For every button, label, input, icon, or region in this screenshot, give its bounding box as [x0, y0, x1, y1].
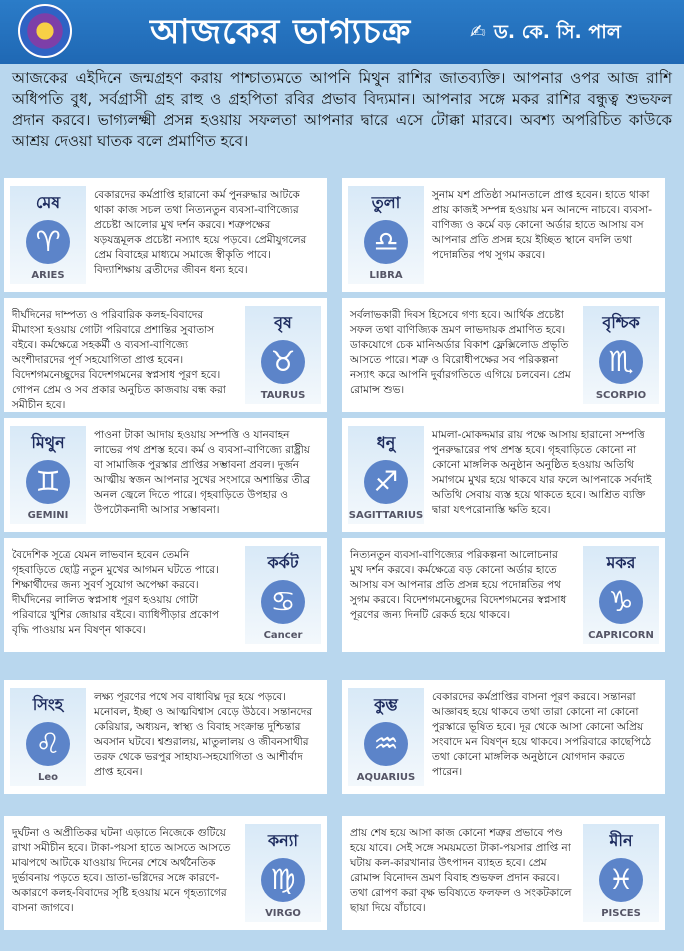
horoscope-card-gemini — [4, 418, 327, 532]
quill-pen-icon: ✍ — [470, 21, 486, 43]
aquarius-icon: ♒ — [364, 722, 408, 766]
cancer-sign-panel — [245, 546, 321, 644]
sign-name: বৃশ্চিক — [602, 313, 640, 332]
sign-name: মেষ — [35, 193, 61, 212]
taurus-sign-panel — [245, 306, 321, 404]
horoscope-text: বেকারদের কর্মপ্রাপ্তি হারানো কর্ম পুনরুদ্ধার আটকে থাকা কাজ সচল তথা নিত্যনতুন ব্যবসা-বাণিজ্যের প্রচেষ্টা আলোর মুখ দর্শন করবে। শত্রুপক্ষের ষড়যন্ত্রমূলক প্রচেষ্টা নস্যাৎ হয়ে পড়বে। প্রেমীযুগলের প্রেম বিবাহের মাধ্যমে সমাজে স্বীকৃতি পাবে। বিদ্যাশিক্ষায় ব্রতীদের জীবন ধন্য হবে। — [94, 189, 307, 276]
sign-latin-name: TAURUS — [260, 390, 306, 401]
sign-latin-name: CAPRICORN — [588, 630, 654, 641]
horoscope-text: পাওনা টাকা আদায় হওয়ায় সম্পত্তি ও যানবাহন লাভের পথ প্রশস্ত হবে। কর্ম ও ব্যবসা-বাণিজ্যে রাষ্ট্রীয় বা সামাজিক পুরস্কার প্রাপ্তির সম্ভাবনা প্রবল। দুর্জন আত্মীয় স্বজন আপনার সুখের সংসারে অশান্তির তীব্র অনল জ্বেলে দিতে পারে। গৃহবাড়িতে উপহার ও উপঢৌকনাদী আসার সম্ভাবনা। — [94, 429, 311, 516]
horoscope-card-scorpio — [342, 298, 665, 412]
cancer-icon: ♋ — [261, 580, 305, 624]
page-title: আজকের ভাগ্যচক্র — [150, 12, 412, 52]
sign-latin-name: Leo — [37, 772, 59, 783]
leo-sign-panel — [10, 688, 86, 786]
horoscope-text: দীর্ঘদিনের দাম্পত্য ও পরিবারিক কলহ-বিবাদের মীমাংসা হওয়ায় গোটা পরিবারে প্রশান্তির সুবাতাস বইবে। কর্মক্ষেত্রে সহকর্মী ও ব্যবসা-বাণিজ্যে অংশীদারদের পূর্ণ সহযোগিতা প্রাপ্ত হবেন। বিদেশগমনেচ্ছুদের বিদেশগমনের স্বপ্নসাধ পূরণ হবে। গোপন প্রেম ও সব প্রকার অনুচিত কাজবায় বন্ধ করা সমীচীন হবে। — [12, 309, 226, 411]
sign-name: তুলা — [371, 193, 401, 212]
horoscope-text: সর্বলাভকারী দিবস হিসেবে গণ্য হবে। আর্থিক প্রচেষ্টা সফল তথা বাণিজ্যিক ভ্রমণ লাভদায়ক প্রমাণিত হবে। ডাকযোগে চেক মানিঅর্ডার বিকাশ ফ্লেক্সিলোড প্রভৃতি আসতে পারে। শত্রু ও বিরোধীপক্ষের সব পরিকল্পনা নস্যাৎ করে আপনি দুর্বারগতিতে এগিয়ে চলবেন। প্রেম রোমান্স শুভ। — [350, 309, 571, 396]
sign-latin-name: SCORPIO — [595, 390, 647, 401]
intro-paragraph: আজকের এইদিনে জন্মগ্রহণ করায় পাশ্চাত্যমতে আপনি মিথুন রাশির জাতব্যক্তি। আপনার ওপর আজ রাশি অধিপতি বুধ, সর্বগ্রাসী গ্রহ রাহু ও গ্রহপিতা রবির প্রভাব বিদ্যমান। আপনার সঙ্গে মকর রাশির বন্ধুত্ব শুভফল প্রদান করবে। ভাগ্যলক্ষ্মী প্রসন্ন হওয়ায় সফলতা আপনার দ্বারে এসে টোক্কা মারবে। অবশ্য অপরিচিত কাউকে আশ্রয় দেওয়া ঘাতক বলে প্রমাণিত হবে। — [12, 69, 672, 150]
libra-sign-panel — [348, 186, 424, 284]
header-banner — [0, 0, 684, 64]
virgo-sign-panel — [245, 824, 321, 922]
horoscope-card-cancer — [4, 538, 327, 652]
aquarius-sign-panel — [348, 688, 424, 786]
capricorn-sign-panel — [583, 546, 659, 644]
sign-name: মিথুন — [31, 433, 65, 452]
pisces-sign-panel — [583, 824, 659, 922]
horoscope-text: দুর্ঘটনা ও অপ্রীতিকর ঘটনা এড়াতে নিজেকে গুটিয়ে রাখা সমীচীন হবে। টাকা-পয়সা হাতে আসতে আসতে মাঝপথে আটকে যাওয়ায় দিনের শেষে অর্থনৈতিক দুর্ভাবনায় পড়তে হবে। ভ্রাতা-ভগ্নিদের সঙ্গে কারণে-অকারণে কলহ-বিবাদের সৃষ্টি হওয়ায় মনে গৃহত্যাগের বাসনা জাগবে। — [12, 827, 231, 914]
sign-name: মকর — [606, 553, 636, 572]
libra-icon: ♎ — [364, 220, 408, 264]
sagittarius-sign-panel — [348, 426, 424, 524]
horoscope-card-capricorn — [342, 538, 665, 652]
sign-latin-name: GEMINI — [27, 510, 69, 521]
horoscope-card-aries — [4, 178, 327, 292]
sign-latin-name: ARIES — [31, 270, 65, 281]
horoscope-card-sagittarius — [342, 418, 665, 532]
sign-latin-name: AQUARIUS — [356, 772, 416, 783]
sign-latin-name: PISCES — [601, 908, 641, 919]
leo-icon: ♌ — [26, 722, 70, 766]
author-name: ড. কে. সি. পাল — [493, 21, 621, 43]
sign-latin-name: Cancer — [263, 630, 303, 641]
sign-latin-name: SAGITTARIUS — [348, 510, 424, 521]
gemini-sign-panel — [10, 426, 86, 524]
sign-name: কুম্ভ — [374, 695, 398, 714]
scorpio-icon: ♏ — [599, 340, 643, 384]
sagittarius-icon: ♐ — [364, 460, 408, 504]
sign-name: সিংহ — [32, 695, 64, 714]
scorpio-sign-panel — [583, 306, 659, 404]
horoscope-text: নিত্যনতুন ব্যবসা-বাণিজ্যের পরিকল্পনা আলোচনার মুখ দর্শন করবে। কর্মক্ষেত্রে বড় কোনো অর্ডার হাতে আসায় বস আপনার প্রতি প্রসন্ন হয়ে পদোন্নতির পথ সুগম করবে। বিদেশগমনেচ্ছুদের বিদেশগমনের স্বপ্নসাধ পূরণের জন্য দিনটি রেকর্ড হয়ে থাকবে। — [350, 549, 567, 621]
pisces-icon: ♓ — [599, 858, 643, 902]
horoscope-card-leo — [4, 680, 327, 794]
horoscope-text: মামলা-মোকদ্দমার রায় পক্ষে আসায় হারানো সম্পত্তি পুনরুদ্ধারের পথ প্রশস্ত হবে। গৃহবাড়িতে কোনো না কোনো মাঙ্গলিক অনুষ্ঠান অনুষ্ঠিত হওয়ায় অতিথি সমাগমে মুখর হয়ে থাকবে যার ফলে আপনাকে সর্বদাই অতিথি সেবায় ব্যস্ত হয়ে থাকতে হবে। আশ্রিত ব্যক্তি দ্বারা যৎপরোনাস্তি ক্ষতি হবে। — [432, 429, 652, 516]
horoscope-card-aquarius — [342, 680, 665, 794]
sign-name: বৃষ — [274, 313, 292, 332]
virgo-icon: ♍ — [261, 858, 305, 902]
sign-latin-name: VIRGO — [265, 908, 301, 919]
sign-name: কর্কট — [267, 553, 299, 572]
zodiac-wheel-logo-icon — [18, 4, 72, 58]
horoscope-text: বেকারদের কর্মপ্রাপ্তির বাসনা পূরণ করবে। সন্তানরা আজ্ঞাবহ হয়ে থাকবে তথা তারা কোনো না কোনো পুরস্কারে ভূষিত হবে। দূর থেকে আসা কোনো অপ্রিয় সংবাদে মন বিষণ্ন হয়ে থাকবে। সপরিবারে কাছেপিঠে তথা কোনো মাঙ্গলিক অনুষ্ঠানে যোগদান করতে পারেন। — [432, 691, 652, 778]
capricorn-icon: ♑ — [599, 580, 643, 624]
aries-icon: ♈ — [26, 220, 70, 264]
author-byline — [470, 18, 621, 50]
horoscope-text: লক্ষ্য পূরণের পথে সব বাধাবিঘ্ন দূর হয়ে পড়বে। মনোবল, ইচ্ছা ও আত্মবিশ্বাস বেড়ে উঠবে। সন্তানদের কেরিয়ার, অধ্যয়ন, স্বাস্থ্য ও বিবাহ সংক্রান্ত দুশ্চিন্তার অবসান ঘটবে। শ্বশুরালয়, মাতুলালয় ও জীবনসাথীর তরফ থেকে ভরপুর সাহায্য-সহযোগিতা ও আশীর্বাদ প্রাপ্ত হবেন। — [94, 691, 313, 778]
taurus-icon: ♉ — [261, 340, 305, 384]
sign-latin-name: LIBRA — [369, 270, 403, 281]
sign-name: মীন — [609, 831, 633, 850]
horoscope-text: সুনাম যশ প্রতিষ্ঠা সমানতালে প্রাপ্ত হবেন। হাতে থাকা প্রায় কাজই সম্পন্ন হওয়ায় মন আনন্দে নাচবে। ব্যবসা-বাণিজ্য ও কর্মে বড় কোনো অর্ডার হাতে আসায় বস আপনার প্রতি প্রসন্ন হয়ে ইচ্ছিত স্থানে বদলি তথা পদোন্নতির পথ সুগম করবে। — [432, 189, 652, 261]
horoscope-text: বৈদেশিক সূত্রে যেমন লাভবান হবেন তেমনি গৃহবাড়িতে ছোট্ট নতুন মুখের আগমন ঘটতে পারে। শিক্ষার্থীদের জন্য সুবর্ণ সুযোগ অপেক্ষা করবে। দীর্ঘদিনের লালিত স্বপ্নসাধ পূরণ হওয়ায় গোটা পরিবারে খুশির জোয়ার বইবে। ব্যাধিপীড়ার প্রকোপ বৃদ্ধি পাওয়ায় মন বিষণ্ন থাকবে। — [12, 549, 220, 636]
aries-sign-panel — [10, 186, 86, 284]
horoscope-text: প্রায় শেষ হয়ে আসা কাজ কোনো শত্রুর প্রভাবে পণ্ড হয়ে যাবে। সেই সঙ্গে সময়মতো টাকা-পয়সার প্রাপ্তি না ঘটায় কল-কারখানার উৎপাদন ব্যাহত হবে। প্রেম রোমান্স বিনোদন ভ্রমণ বিবাহ শুভফল প্রদান করবে। তথা রোপণ করা বৃক্ষ ভবিষ্যতে ফলফল ও সংকটকালে ছায়া দিয়ে বাঁচাবে। — [350, 827, 572, 914]
horoscope-card-virgo — [4, 816, 327, 930]
horoscope-card-libra — [342, 178, 665, 292]
sign-name: কন্যা — [267, 831, 299, 850]
horoscope-card-taurus — [4, 298, 327, 412]
sign-name: ধনু — [376, 433, 396, 452]
gemini-icon: ♊ — [26, 460, 70, 504]
horoscope-card-pisces — [342, 816, 665, 930]
